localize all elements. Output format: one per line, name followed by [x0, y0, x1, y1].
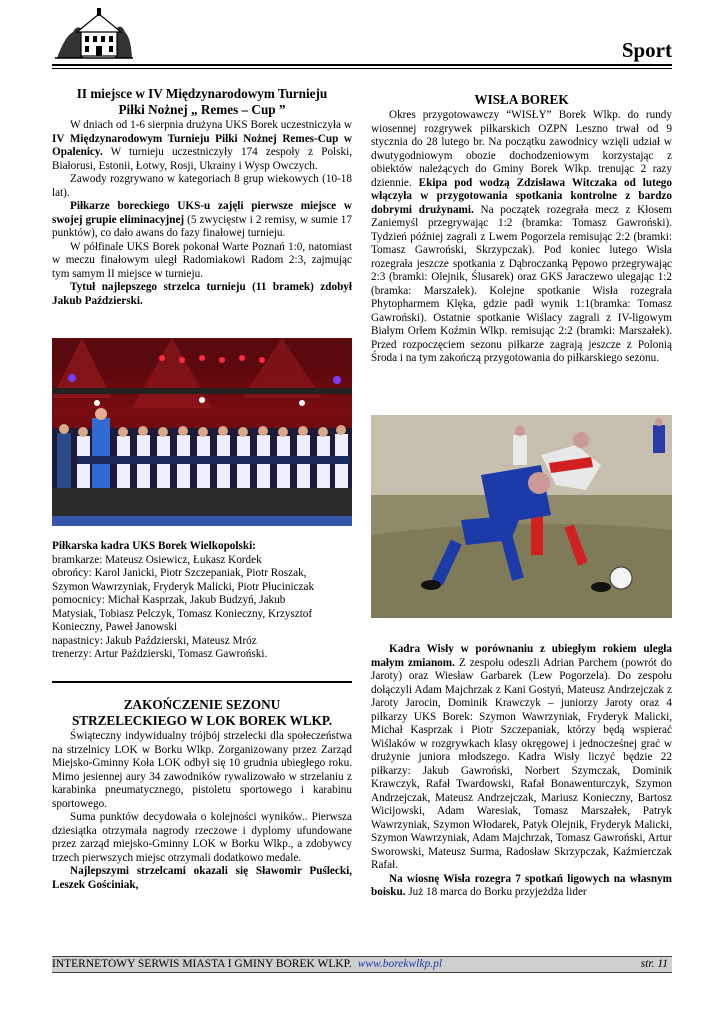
- squad-line: napastnicy: Jakub Paździerski, Mateusz Mróz: [52, 634, 257, 647]
- footer-text: INTERNETOWY SERWIS MIASTA I GMINY BOREK WLKP. www.borekwlkp.pl: [52, 958, 443, 970]
- article-title: WISŁA BOREK: [474, 92, 569, 107]
- paragraph: Kadra Wisły w porównaniu z ubiegłym rokiem uległa małym zmianom. Z zespołu odeszli Adrian Parchem (powrót do Jaroty) oraz Wiesław Garbarek (Lew Pogorzela). Do zespołu dołączyli Adam Majchrzak z Kani Gostyń, Mateusz Andrzejczak z Jaroty Jarocin, Dominik Krawczyk – juniorzy Jaroty oraz 4 piłkarzy UKS Borek: Szymon Wawrzyniak, Fryderyk Malicki, Michał Kasprzak i Piotr Szczepaniak, którzy będą wspierać Wiślaków w rozgrywkach klasy okręgowej i jednocześnej grać w drużynie juniora młodszego. Kadra Wisły liczyć będzie 22 piłkarzy: Jakub Gawroński, Norbert Szymczak, Dominik Krawczyk, Rafał Twardowski, Rafał Bonawenturczyk, Szymon Andrzejczak, Mateusz Andrzejczak, Mariusz Konieczny, Bartosz Wicijowski, Adam Waresiak, Tomasz Marszałek, Patryk Wawrzyniak, Szymon Włodarek, Patyk Olejnik, Fryderyk Malicki, Szymon Wawrzyniak, Adam Majchrzak, Tomasz Gawroński, Artur Sworowski, Mateusz Surma, Radosław Skrzypczak, Kaźmierczak Rafał.: [371, 643, 672, 871]
- article-wisla-borek-cont: [371, 643, 672, 900]
- article-title: [52, 86, 352, 118]
- title-line-1: ZAKOŃCZENIE SEZONU: [123, 697, 281, 712]
- section-title: Sport: [621, 38, 672, 62]
- squad-title: Piłkarska kadra UKS Borek Wielkopolski:: [52, 540, 256, 552]
- football-match-photo: [371, 415, 672, 618]
- article-title: [52, 697, 352, 729]
- header-rule: [52, 64, 672, 66]
- squad-line: Szymon Wawrzyniak, Fryderyk Malicki, Piotr Płuciniczak: [52, 580, 315, 593]
- paragraph: Świąteczny indywidualny trójbój strzelecki dla społeczeństwa na strzelnicy LOK w Borku Wlkp. Zorganizowany przez Zarząd Miejsko-Gminny Koła LOK odbył się 10 grudnia ubiegłego roku. Mimo jesiennej aury 34 zawodników rywalizowało w strzelaniu z karabinka pneumatycznego, pistoletu sportowego i karabinu sportowego.: [52, 730, 352, 810]
- paragraph: Piłkarze boreckiego UKS-u zajęli pierwsze miejsce w swojej grupie eliminacyjnej (5 zwycięstw i 2 remisy, w sumie 17 punktów), co dało awans do fazy finałowej turnieju.: [52, 200, 352, 239]
- paragraph: Tytuł najlepszego strzelca turnieju (11 bramek) zdobył Jakub Paździerski.: [52, 281, 352, 307]
- paragraph: Najlepszymi strzelcami okazali się Sławomir Puślecki, Leszek Gościniak,: [52, 865, 352, 891]
- header-rule-thin: [52, 68, 672, 69]
- squad-list: [52, 540, 352, 662]
- title-line-2: STRZELECKIEGO W LOK BOREK WLKP.: [71, 713, 333, 728]
- footer-url-link[interactable]: www.borekwlkp.pl: [357, 958, 443, 970]
- town-hall-drawing-icon: [55, 6, 133, 62]
- title-line-1: II miejsce w IV Międzynarodowym Turnieju: [76, 86, 328, 101]
- article-shooting: [52, 697, 352, 892]
- squad-line: bramkarze: Mateusz Osiewicz, Łukasz Kordek: [52, 553, 262, 566]
- article-remes-cup: [52, 86, 352, 308]
- paragraph: Na wiosnę Wisła rozegra 7 spotkań ligowych na własnym boisku. Już 18 marca do Borku przyjeżdża lider: [371, 872, 672, 898]
- squad-line: Matysiak, Tobiasz Pelczyk, Tomasz Konieczny, Krzysztof: [52, 607, 313, 620]
- article-wisla-borek: [371, 92, 672, 366]
- squad-line: pomocnicy: Michał Kasprzak, Jakub Budzyń, Jakub: [52, 594, 286, 606]
- section-divider: [52, 681, 352, 683]
- page-number: str. 11: [640, 958, 668, 970]
- footer-bar: [52, 956, 672, 973]
- paragraph: W dniach od 1-6 sierpnia drużyna UKS Borek uczestniczyła w IV Międzynarodowym Turnieju Piłki Nożnej Remes-Cup w Opalenicy. W turnieju uczestniczyły 174 zespoły z Polski, Białorusi, Estonii, Łotwy, Rosji, Ukrainy i Wysp Owczych.: [52, 119, 352, 172]
- squad-line: Konieczny, Paweł Janowski: [52, 621, 178, 633]
- paragraph: Suma punktów decydowała o kolejności wyników.. Pierwsza dziesiątka otrzymała nagrody rzeczowe i dyplomy ufundowane przez zarząd miejsko-Gminny LOK w Borku Wlkp., a zdobywcy trzech pierwszych miejsc otrzymali dodatkowo medale.: [52, 811, 352, 864]
- paragraph: W półfinale UKS Borek pokonał Warte Poznań 1:0, natomiast w meczu finałowym uległ Radomiakowi Radom 2:3, zajmując tym samym II miejsce w turnieju.: [52, 240, 352, 280]
- team-stage-photo: [52, 338, 352, 526]
- squad-line: obrońcy: Karol Janicki, Piotr Szczepaniak, Piotr Roszak,: [52, 567, 307, 579]
- paragraph: Okres przygotowawczy “WISŁY” Borek Wlkp. do rundy wiosennej rozgrywek piłkarskich OZPN Leszno trwał od 9 stycznia do 28 lutego br. Na początku zawodnicy wzięli udział w dwutygodniowym obozie dochodzeniowym korzystając z obiektów należących do Gminy Borek Wlkp. trenując 2 razy dziennie. Ekipa pod wodzą Zdzisława Witczaka od lutego włączyła w przygotowania spotkania kontrolne z bardzo dobrymi drużynami. Na początek rozegrała mecz z Kłosem Zaniemyśl przegrywając 1:2 (bramka: Tomasz Gawroński). Tydzień później zagrali z Lwem Pogorzela remisując 2:2 (bramki: Tomasz Gawroński, Skrzypczak). Pod koniec lutego Wisła rozegrała jeszcze spotkania z Dąbroczanką Pępowo przegrywając 2:3 (bramki: Olejnik, Ślusarek) oraz GKS Jaraczewo ulegając 1:2 (bramka: Marszałek). Kolejne spotkanie Wisła rozegrała Phytopharmem Klęka, gdzie padł wynik 1:1(bramka: Tomasz Gawroński). Ostatnie spotkanie Wiślacy zagrali z IV-ligowym Białym Orłem Koźmin Wlkp. remisując 2:2 (bramki: Marszałek). Przed rozpoczęciem sezonu piłkarze zagrają jeszcze z Polonią Środa i na tym zakończą przygotowania do piłkarskiego sezonu.: [371, 109, 672, 364]
- title-line-2: Piłki Nożnej „ Remes – Cup ”: [118, 102, 286, 117]
- squad-line: trenerzy: Artur Paździerski, Tomasz Gawroński.: [52, 648, 268, 660]
- paragraph: Zawody rozgrywano w kategoriach 8 grup wiekowych (10-18 lat).: [52, 173, 352, 199]
